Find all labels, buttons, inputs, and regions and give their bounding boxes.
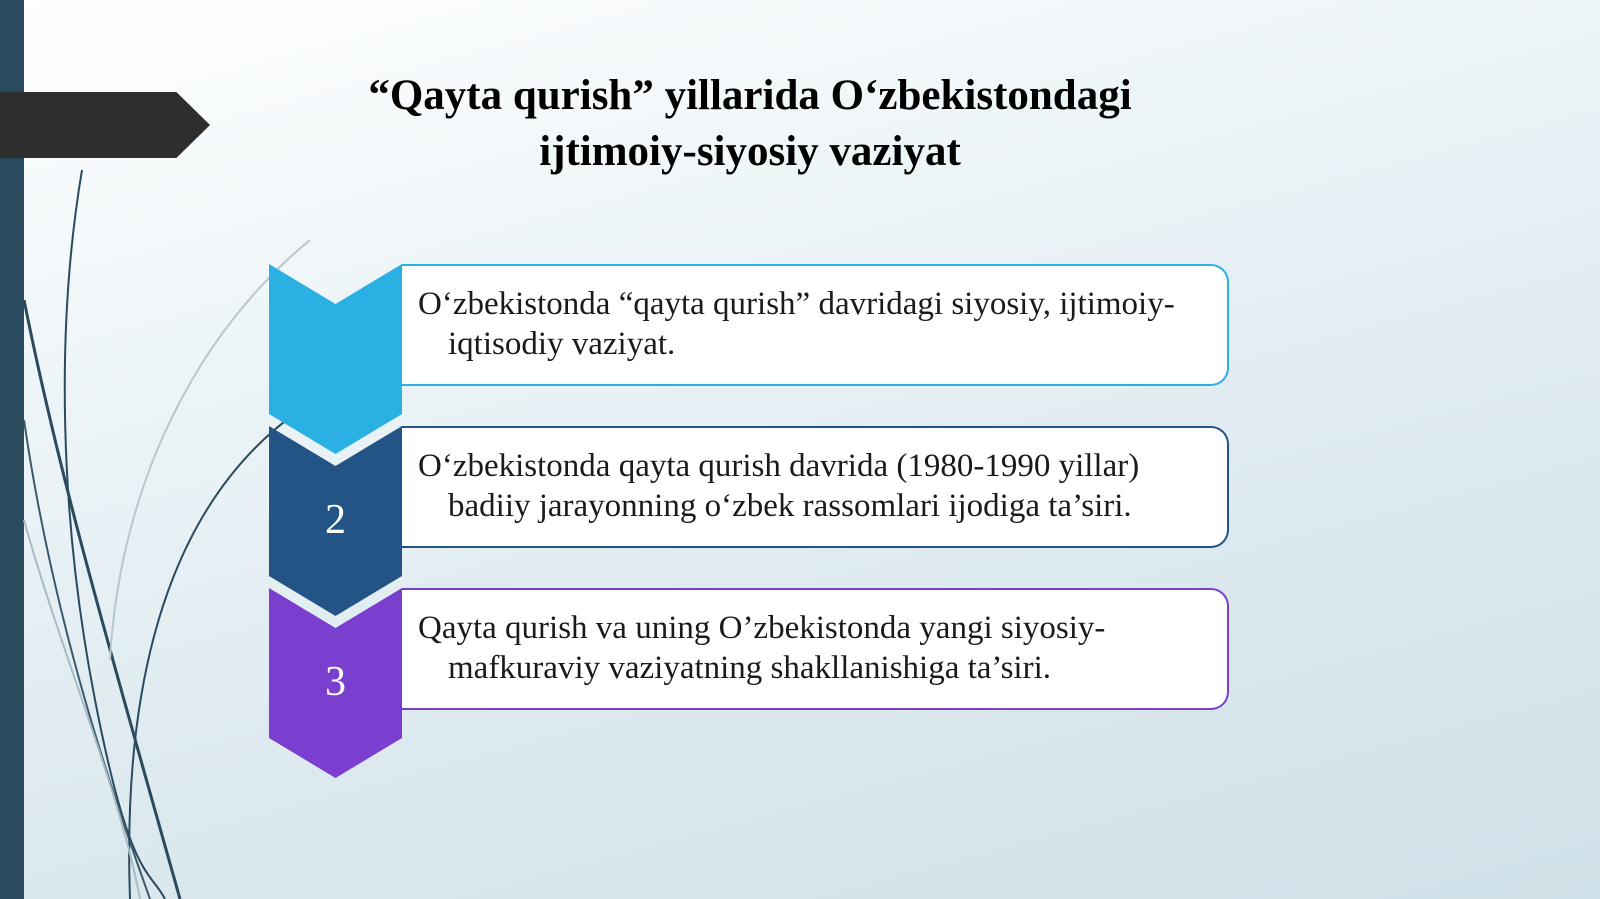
step-text: O‘zbekistonda “qayta qurish” davridagi siyosiy, ijtimoiy-iqtisodiy vaziyat. (418, 286, 1175, 362)
step-number: 3 (325, 659, 346, 705)
process-step-3 (269, 588, 1233, 778)
step-text-box (402, 426, 1229, 548)
slide-title (300, 68, 1200, 180)
step-text: Qayta qurish va uning O’zbekistonda yangi siyosiy-mafkuraviy vaziyatning shakllanishiga ta’siri. (418, 610, 1106, 686)
step-text-box (402, 588, 1229, 710)
slide-title-line-2: ijtimoiy-siyosiy vaziyat (539, 128, 961, 175)
step-number: 2 (325, 497, 346, 543)
step-text: O‘zbekistonda qayta qurish davrida (1980-1990 yillar) badiiy jarayonning o‘zbek rassomlari ijodiga ta’siri. (418, 448, 1140, 524)
slide-title-line-1: “Qayta qurish” yillarida O‘zbekistondagi (368, 72, 1132, 119)
title-tag-shape (0, 92, 210, 158)
step-text-box (402, 264, 1229, 386)
